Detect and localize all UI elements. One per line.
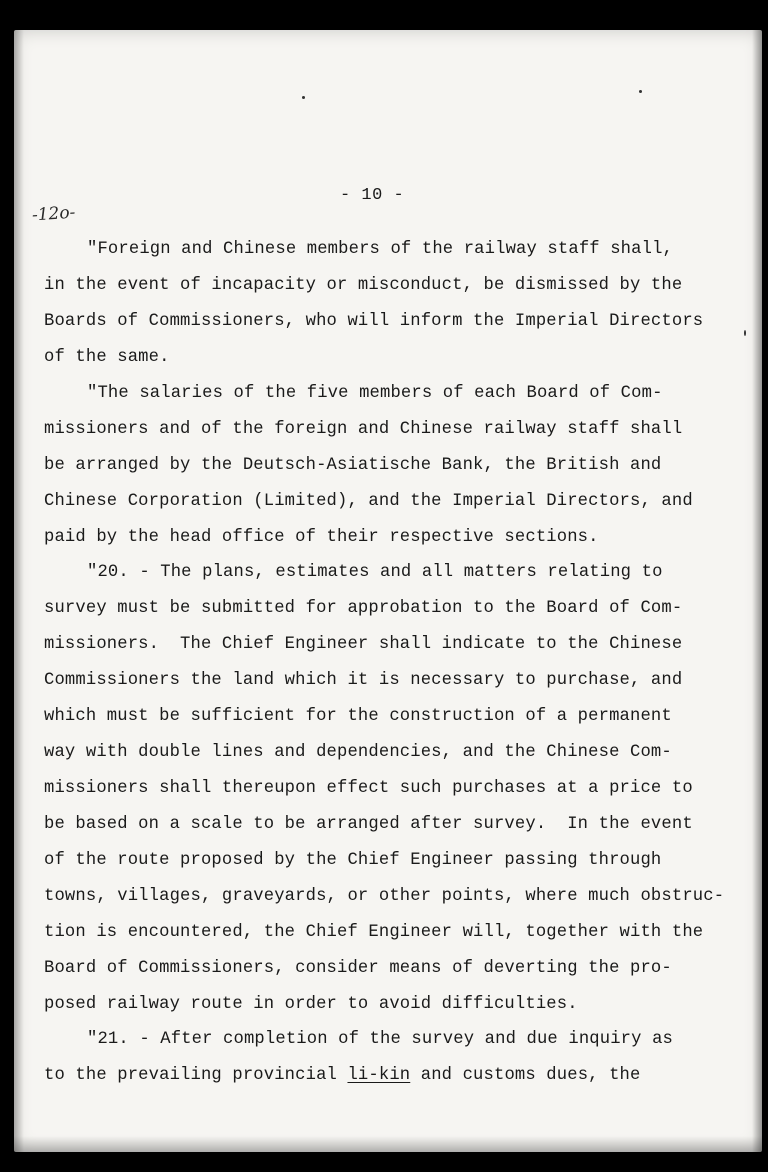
text-line: survey must be submitted for approbation to the Board of Com- bbox=[44, 599, 683, 618]
text-line: missioners and of the foreign and Chinese railway staff shall bbox=[44, 420, 683, 439]
text-line: towns, villages, graveyards, or other points, where much obstruc- bbox=[44, 887, 725, 906]
text-line: be based on a scale to be arranged after survey. In the event bbox=[44, 815, 693, 834]
text-line: "The salaries of the five members of each Board of Com- bbox=[87, 384, 663, 403]
paper-speck bbox=[302, 96, 305, 99]
text-line: which must be sufficient for the construction of a permanent bbox=[44, 707, 672, 726]
text-line: be arranged by the Deutsch-Asiatische Bank, the British and bbox=[44, 456, 662, 475]
text-segment: to the prevailing provincial bbox=[44, 1066, 348, 1085]
text-line: posed railway route in order to avoid difficulties. bbox=[44, 995, 578, 1014]
text-line: "Foreign and Chinese members of the railway staff shall, bbox=[87, 240, 673, 259]
text-line: way with double lines and dependencies, and the Chinese Com- bbox=[44, 743, 672, 762]
text-line-last bbox=[44, 1066, 640, 1085]
page-shadow-bottom bbox=[14, 1136, 762, 1152]
text-segment: and customs dues, the bbox=[410, 1066, 641, 1085]
text-line: of the route proposed by the Chief Engineer passing through bbox=[44, 851, 662, 870]
text-line: Boards of Commissioners, who will inform the Imperial Directors bbox=[44, 312, 704, 331]
text-line: paid by the head office of their respective sections. bbox=[44, 528, 599, 547]
underlined-term-li-kin: li-kin bbox=[347, 1066, 411, 1085]
text-line: Board of Commissioners, consider means of deverting the pro- bbox=[44, 959, 672, 978]
text-line: missioners. The Chief Engineer shall indicate to the Chinese bbox=[44, 635, 683, 654]
text-line: of the same. bbox=[44, 348, 170, 367]
page-number: - 10 - bbox=[340, 186, 405, 205]
handwritten-margin-note: -12o- bbox=[31, 202, 77, 226]
text-line: Commissioners the land which it is necessary to purchase, and bbox=[44, 671, 683, 690]
text-line: "20. - The plans, estimates and all matters relating to bbox=[87, 563, 663, 582]
page-shadow-left bbox=[14, 30, 24, 1152]
text-line: "21. - After completion of the survey and due inquiry as bbox=[87, 1030, 673, 1049]
text-line: tion is encountered, the Chief Engineer will, together with the bbox=[44, 923, 704, 942]
page-shadow-right bbox=[752, 30, 762, 1152]
text-line: Chinese Corporation (Limited), and the Imperial Directors, and bbox=[44, 492, 693, 511]
paper-speck bbox=[744, 330, 746, 336]
text-line: in the event of incapacity or misconduct, be dismissed by the bbox=[44, 276, 683, 295]
text-line: missioners shall thereupon effect such purchases at a price to bbox=[44, 779, 693, 798]
paper-speck bbox=[639, 90, 642, 93]
